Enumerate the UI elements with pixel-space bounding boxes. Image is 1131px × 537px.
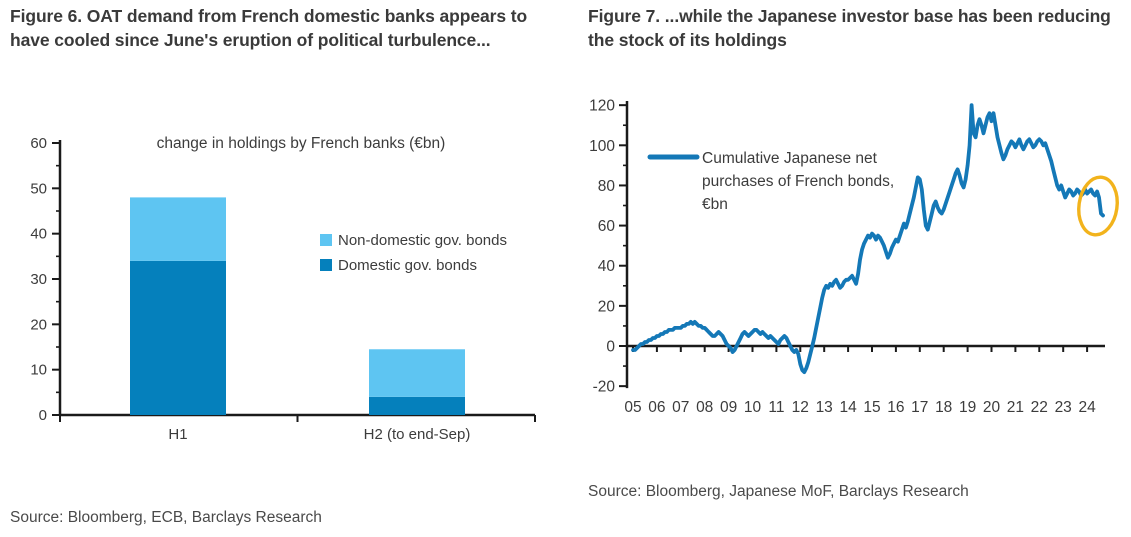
- bar-h1-non-domestic-gov-bonds: [130, 197, 226, 260]
- bar-chart-title: change in holdings by French banks (€bn): [156, 135, 446, 152]
- y-axis-tick-label: 60: [597, 218, 615, 236]
- figure7-title: Figure 7. ...while the Japanese investor base has been reducing the stock of its holdings: [588, 6, 1111, 51]
- figure7-line-chart: [565, 85, 1131, 435]
- figure7-source: Source: Bloomberg, Japanese MoF, Barclays Research: [588, 483, 969, 500]
- y-axis-tick-label: 30: [30, 271, 47, 288]
- x-axis-tick-label: 10: [743, 399, 762, 416]
- x-axis-tick-label: 15: [863, 399, 881, 416]
- y-axis-tick-label: 0: [38, 407, 47, 424]
- x-axis-tick-label: 21: [1006, 399, 1025, 416]
- y-axis-tick-label: 60: [30, 135, 47, 152]
- legend-label: Non-domestic gov. bonds: [338, 232, 507, 249]
- x-axis-tick-label: 08: [696, 399, 714, 416]
- y-axis-tick-label: 10: [30, 361, 47, 379]
- x-axis-tick-label: 06: [648, 399, 666, 416]
- figure6-title: Figure 6. OAT demand from French domestic banks appears to have cooled since June's eruption of political turbulence...: [10, 6, 528, 51]
- x-axis-tick-label: 17: [911, 399, 929, 416]
- x-axis-tick-label: 12: [791, 399, 809, 416]
- y-axis-tick-label: 50: [30, 180, 47, 198]
- bar-h1-domestic-gov-bonds: [130, 261, 226, 415]
- x-axis-tick-label: 07: [672, 399, 690, 416]
- legend-label-line: purchases of French bonds,: [702, 173, 895, 190]
- x-axis-tick-label: 18: [935, 399, 953, 416]
- y-axis-tick-label: 40: [30, 225, 47, 243]
- x-axis-tick-label: 22: [1030, 399, 1048, 416]
- x-axis-tick-label: 20: [982, 399, 1001, 416]
- x-axis-tick-label: 19: [958, 399, 977, 416]
- x-axis-tick-label: 05: [624, 399, 642, 416]
- x-axis-tick-label: 14: [839, 399, 857, 416]
- x-category-label: H2 (to end-Sep): [363, 426, 471, 443]
- y-axis-tick-label: -20: [592, 378, 615, 396]
- x-axis-tick-label: 24: [1078, 399, 1096, 416]
- legend-label: Domestic gov. bonds: [338, 257, 477, 274]
- legend-label-line: €bn: [702, 196, 728, 213]
- y-axis-tick-label: 80: [597, 177, 615, 195]
- bar-chart-root: [30, 135, 535, 443]
- cumulative-purchases-line: [633, 105, 1103, 372]
- y-axis-tick-label: 40: [597, 258, 615, 276]
- y-axis-tick-label: 120: [589, 97, 615, 115]
- x-axis-tick-label: 16: [887, 399, 905, 416]
- legend-label-line: Cumulative Japanese net: [702, 150, 877, 167]
- line-chart-root: [589, 98, 1121, 416]
- x-category-label: H1: [168, 426, 188, 443]
- highlight-ellipse: [1075, 175, 1121, 238]
- x-axis-tick-label: 23: [1054, 399, 1072, 416]
- legend-swatch: [320, 234, 332, 246]
- y-axis-tick-label: 0: [606, 338, 615, 356]
- bar-h2-to-end-sep--non-domestic-gov-bonds: [369, 349, 465, 397]
- y-axis-tick-label: 20: [597, 298, 615, 316]
- x-axis-tick-label: 11: [768, 399, 785, 416]
- line-chart-legend: [650, 150, 894, 213]
- x-axis-tick-label: 13: [815, 399, 833, 416]
- bar-h2-to-end-sep--domestic-gov-bonds: [369, 397, 465, 415]
- legend-swatch: [320, 259, 332, 271]
- x-axis-tick-label: 09: [719, 399, 738, 416]
- figure6-source: Source: Bloomberg, ECB, Barclays Research: [10, 509, 322, 526]
- figure6-bar-chart: [0, 115, 565, 465]
- y-axis-tick-label: 20: [30, 316, 47, 334]
- y-axis-tick-label: 100: [589, 137, 615, 155]
- bar-chart-legend: [320, 232, 507, 274]
